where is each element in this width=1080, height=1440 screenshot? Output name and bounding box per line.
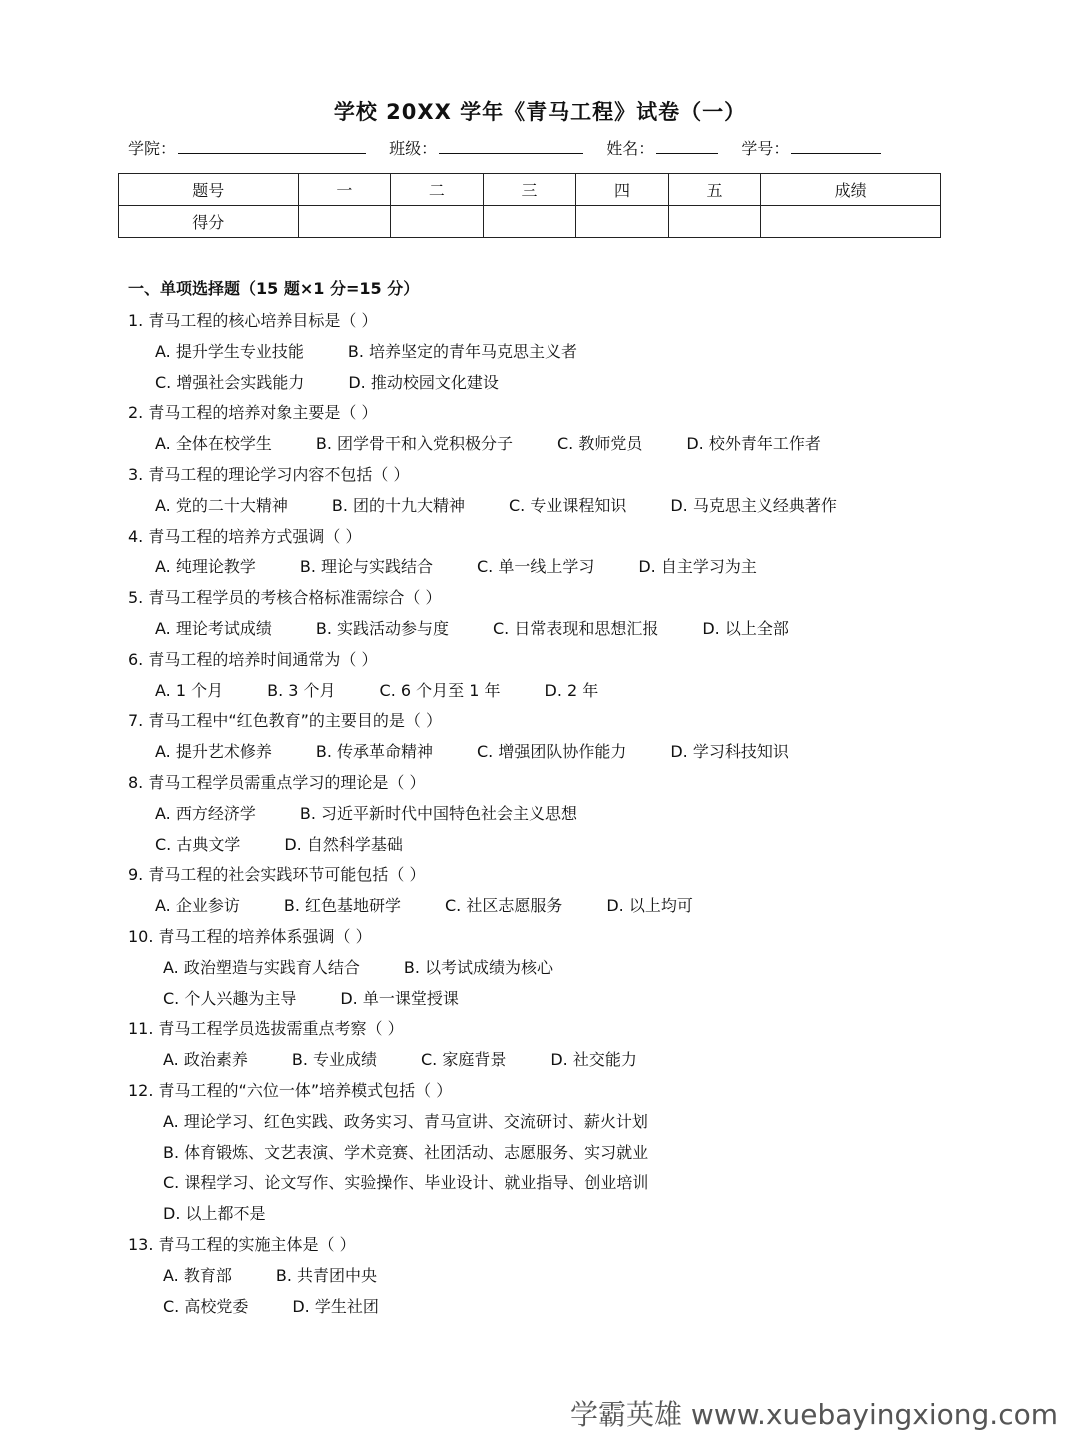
- option-text: A. 1 个月: [155, 680, 224, 700]
- question-item: [128, 306, 1028, 398]
- option-text: B. 团学骨干和入党积极分子: [315, 434, 513, 454]
- score-table-header-row: [119, 174, 941, 206]
- option-row: [128, 1107, 1028, 1138]
- option-text: D. 以上都不是: [163, 1204, 266, 1224]
- option-text: C. 教师党员: [557, 434, 643, 454]
- option-text: B. 专业成绩: [291, 1050, 377, 1070]
- score-table-header-cell: 二: [391, 174, 484, 206]
- score-table-header-cell: 题号: [119, 174, 299, 206]
- class-blank: [439, 136, 583, 154]
- option-row: [128, 337, 1028, 368]
- question-item: [128, 922, 1028, 1014]
- name-blank: [656, 136, 718, 154]
- option-row: [128, 1045, 1028, 1076]
- option-text: C. 专业课程知识: [509, 495, 627, 515]
- footer-watermark: 学霸英雄 www.xuebayingxiong.com: [570, 1398, 1058, 1431]
- option-text: B. 理论与实践结合: [299, 557, 433, 577]
- option-text: D. 自然科学基础: [284, 834, 403, 854]
- student-id-blank: [791, 136, 881, 154]
- option-text: C. 增强团队协作能力: [477, 742, 627, 762]
- option-text: B. 红色基地研学: [283, 896, 401, 916]
- option-text: C. 日常表现和思想汇报: [493, 618, 659, 638]
- question-item: [128, 645, 1028, 707]
- student-id-label: 学号：: [741, 139, 790, 158]
- option-text: C. 个人兴趣为主导: [163, 988, 297, 1008]
- name-label: 姓名：: [606, 139, 655, 158]
- class-label: 班级：: [389, 139, 438, 158]
- option-text: C. 课程学习、论文写作、实验操作、毕业设计、就业指导、创业培训: [163, 1173, 649, 1193]
- option-row: [128, 368, 1028, 399]
- question-stem: 5. 青马工程学员的考核合格标准需综合（ ）: [128, 588, 442, 608]
- score-cell: [576, 206, 669, 238]
- option-text: B. 以考试成绩为核心: [403, 957, 553, 977]
- score-table-score-row: [119, 206, 941, 238]
- option-text: D. 以上均可: [606, 896, 693, 916]
- option-text: A. 全体在校学生: [155, 434, 272, 454]
- score-table: [118, 173, 941, 238]
- score-cell: [391, 206, 484, 238]
- score-cell: [668, 206, 761, 238]
- question-item: [128, 706, 1028, 768]
- option-text: A. 党的二十大精神: [155, 495, 288, 515]
- score-table-header-cell: 一: [298, 174, 391, 206]
- question-stem: 6. 青马工程的培养时间通常为（ ）: [128, 649, 378, 669]
- option-text: B. 体育锻炼、文艺表演、学术竞赛、社团活动、志愿服务、实习就业: [163, 1142, 649, 1162]
- option-text: A. 企业参访: [155, 896, 240, 916]
- option-row: [128, 1168, 1028, 1199]
- question-list: [128, 306, 1028, 1322]
- option-text: A. 教育部: [163, 1265, 232, 1285]
- score-table-header-cell: 五: [668, 174, 761, 206]
- option-text: B. 3 个月: [267, 680, 336, 700]
- option-row: [128, 1261, 1028, 1292]
- option-text: B. 共青团中央: [275, 1265, 377, 1285]
- option-row: [128, 552, 1028, 583]
- question-stem: 10. 青马工程的培养体系强调（ ）: [128, 926, 372, 946]
- option-row: [128, 1292, 1028, 1323]
- option-row: [128, 1138, 1028, 1169]
- score-row-label: 得分: [119, 206, 299, 238]
- section-heading: 一、单项选择题（15 题×1 分=15 分）: [128, 279, 420, 298]
- option-text: B. 习近平新时代中国特色社会主义思想: [299, 803, 577, 823]
- option-text: B. 传承革命精神: [315, 742, 433, 762]
- option-text: C. 高校党委: [163, 1296, 249, 1316]
- option-text: D. 自主学习为主: [638, 557, 757, 577]
- option-text: D. 以上全部: [702, 618, 789, 638]
- option-text: A. 政治素养: [163, 1050, 248, 1070]
- option-text: A. 纯理论教学: [155, 557, 256, 577]
- option-row: [128, 491, 1028, 522]
- option-text: D. 马克思主义经典著作: [670, 495, 837, 515]
- question-stem: 2. 青马工程的培养对象主要是（ ）: [128, 403, 378, 423]
- score-table-header-cell: 四: [576, 174, 669, 206]
- option-text: A. 西方经济学: [155, 803, 256, 823]
- question-item: [128, 460, 1028, 522]
- score-cell: [483, 206, 576, 238]
- question-item: [128, 398, 1028, 460]
- option-text: A. 政治塑造与实践育人结合: [163, 957, 360, 977]
- option-text: D. 学习科技知识: [670, 742, 789, 762]
- college-label: 学院：: [128, 139, 177, 158]
- option-text: D. 社交能力: [550, 1050, 637, 1070]
- question-stem: 9. 青马工程的社会实践环节可能包括（ ）: [128, 865, 426, 885]
- question-stem: 8. 青马工程学员需重点学习的理论是（ ）: [128, 772, 426, 792]
- option-row: [128, 984, 1028, 1015]
- score-table-header-cell: 三: [483, 174, 576, 206]
- option-text: C. 6 个月至 1 年: [379, 680, 501, 700]
- question-item: [128, 860, 1028, 922]
- score-table-header-cell: 成绩: [761, 174, 941, 206]
- option-row: [128, 891, 1028, 922]
- option-row: [128, 799, 1028, 830]
- option-row: [128, 676, 1028, 707]
- question-stem: 13. 青马工程的实施主体是（ ）: [128, 1234, 356, 1254]
- student-info-row: [128, 136, 899, 159]
- question-stem: 4. 青马工程的培养方式强调（ ）: [128, 526, 362, 546]
- question-item: [128, 1076, 1028, 1230]
- option-row: [128, 737, 1028, 768]
- option-text: C. 家庭背景: [421, 1050, 507, 1070]
- option-text: D. 2 年: [544, 680, 599, 700]
- question-item: [128, 1014, 1028, 1076]
- option-text: B. 培养坚定的青年马克思主义者: [347, 341, 577, 361]
- question-stem: 7. 青马工程中“红色教育”的主要目的是（ ）: [128, 711, 443, 731]
- option-text: B. 团的十九大精神: [331, 495, 465, 515]
- score-cell: [298, 206, 391, 238]
- option-text: D. 单一课堂授课: [340, 988, 459, 1008]
- option-text: A. 提升艺术修养: [155, 742, 272, 762]
- question-stem: 3. 青马工程的理论学习内容不包括（ ）: [128, 464, 410, 484]
- option-text: D. 校外青年工作者: [686, 434, 821, 454]
- exam-title: 学校 20XX 学年《青马工程》试卷（一）: [333, 100, 747, 124]
- question-stem: 11. 青马工程学员选拔需重点考察（ ）: [128, 1019, 404, 1039]
- college-blank: [178, 136, 366, 154]
- question-item: [128, 583, 1028, 645]
- option-row: [128, 953, 1028, 984]
- option-row: [128, 429, 1028, 460]
- question-item: [128, 522, 1028, 584]
- option-text: C. 增强社会实践能力: [155, 372, 305, 392]
- option-row: [128, 1199, 1028, 1230]
- score-cell: [761, 206, 941, 238]
- option-text: C. 古典文学: [155, 834, 241, 854]
- option-row: [128, 614, 1028, 645]
- question-item: [128, 1230, 1028, 1322]
- option-row: [128, 830, 1028, 861]
- question-stem: 12. 青马工程的“六位一体”培养模式包括（ ）: [128, 1080, 453, 1100]
- option-text: B. 实践活动参与度: [315, 618, 449, 638]
- option-text: A. 理论学习、红色实践、政务实习、青马宣讲、交流研讨、薪火计划: [163, 1111, 648, 1131]
- option-text: C. 单一线上学习: [477, 557, 595, 577]
- option-text: A. 理论考试成绩: [155, 618, 272, 638]
- option-text: A. 提升学生专业技能: [155, 341, 304, 361]
- option-text: D. 推动校园文化建设: [348, 372, 499, 392]
- option-text: C. 社区志愿服务: [445, 896, 563, 916]
- option-text: D. 学生社团: [292, 1296, 379, 1316]
- question-item: [128, 768, 1028, 860]
- question-stem: 1. 青马工程的核心培养目标是（ ）: [128, 311, 378, 330]
